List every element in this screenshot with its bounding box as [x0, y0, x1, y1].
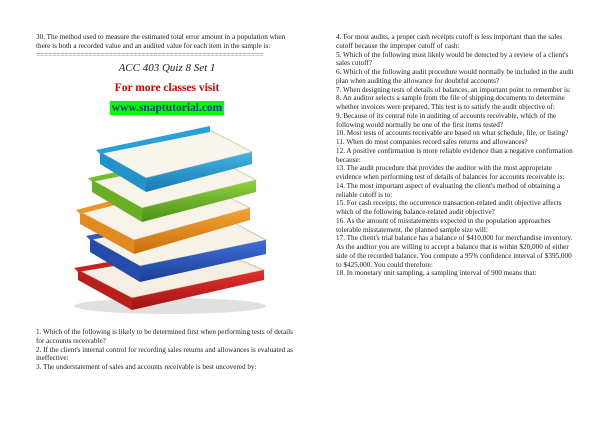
question-6: 6. Which of the following audit procedure would normally be included in the audit plan when auditing the allowance for doubtful accounts? — [336, 68, 574, 85]
question-15: 15. For cash receipts, the occurrence transaction-related audit objective affects which of the following balance-related audit objective? — [336, 199, 562, 216]
question-11: 11. When do most companies record sales returns and allowances? — [336, 138, 528, 146]
question-5: 5. Which of the following most likely would be detected by a review of a client's sales cutoff? — [336, 50, 569, 68]
question-13: 13. The audit procedure that provides the auditor with the most appropriate evidence when performing test of details of balances for accounts receivable is: — [336, 164, 565, 181]
question-8: 8. An auditor selects a sample from the file of shipping documents to determine whether invoices were prepared. This test is to satisfy the audit objective of: — [336, 94, 565, 111]
question-18: 18. In monetary unit sampling, a sampling interval of 900 means that: — [336, 269, 537, 278]
question-12: 12. A positive confirmation is more reliable evidence than a negative confirmation because: — [336, 146, 573, 164]
quiz-title: ACC 403 Quiz 8 Set 1 — [118, 62, 216, 75]
snaptutorial-link[interactable]: www.snaptutorial.com — [111, 102, 223, 115]
question-30: 30. The method used to measure the estimated total error amount in a population when there is both a recorded value and an audited value for each item in the sample is: — [36, 33, 286, 50]
question-14: 14. The most important aspect of evaluating the client's method of obtaining a reliable cutoff is to: — [336, 181, 561, 199]
question-9: 9. Because of its central role in auditing of accounts receivable, which of the following would normally be one of the first items tested? — [336, 111, 557, 129]
question-10: 10. Most tests of accounts receivable are based on what schedule, file, or listing? — [336, 129, 569, 138]
question-3: 3. The understatement of sales and accounts receivable is best uncovered by: — [36, 363, 257, 371]
right-column — [336, 33, 574, 278]
question-1: 1. Which of the following is likely to be determined first when performing tests of details for accounts receivable? — [36, 328, 293, 345]
stack-of-books-illustration — [60, 120, 274, 316]
separator-rule: ======================================================== — [36, 50, 263, 59]
left-column — [36, 33, 298, 115]
question-4: 4. For most audits, a proper cash receipts cutoff is less important than the sales cutoff because the improper cutoff of cash: — [336, 33, 563, 50]
question-16: 16. As the amount of misstatements expected in the population approaches tolerable misstatement, the planned sample size will: — [336, 216, 551, 234]
left-lower-questions — [36, 328, 298, 372]
question-2: 2. If the client's internal control for recording sales returns and allowances is evaluated as ineffective: — [36, 345, 293, 363]
promo-text: For more classes visit — [114, 82, 220, 95]
question-17: 17. The client's trial balance has a balance of $410,000 for merchandise inventory. As the auditor you are willing to accept a balance that is within $20,000 of either side of the recorded balance. You compute a 95% confidence interval of $395,000 to $425,000. You could therefore: — [336, 234, 573, 269]
question-7: 7. When designing tests of details of balances, an important point to remember is: — [336, 85, 571, 94]
